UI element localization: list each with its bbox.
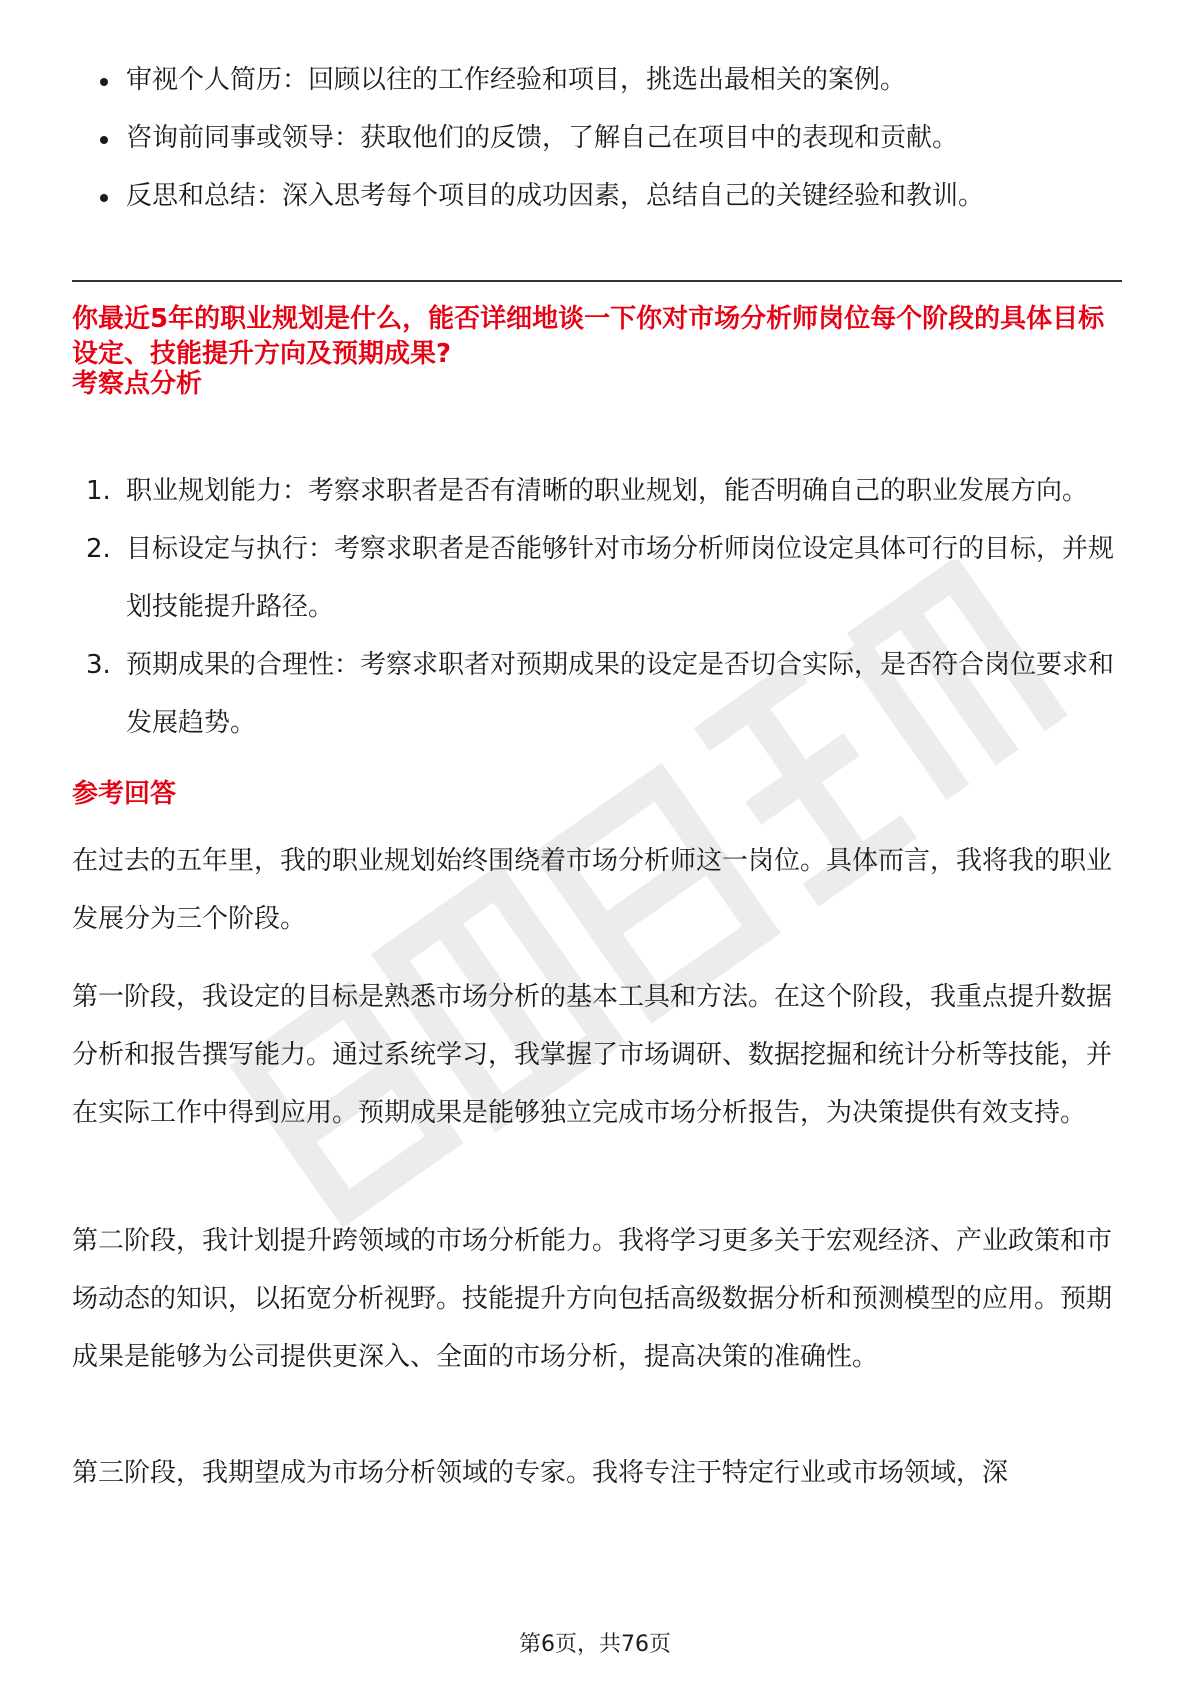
bullet-item (72, 178, 1122, 214)
item-number: 3. (86, 650, 111, 680)
bullet-text: 审视个人简历：回顾以往的工作经验和项目，挑选出最相关的案例。 (126, 65, 907, 95)
section-divider (72, 280, 1122, 282)
bullet-dot-icon (100, 136, 108, 144)
answer-paragraph: 第一阶段，我设定的目标是熟悉市场分析的基本工具和方法。在这个阶段，我重点提升数据分析和报告撰写能力。通过系统学习，我掌握了市场调研、数据挖掘和统计分析等技能，并在实际工作中得到应用。预期成果是能够独立完成市场分析报告，为决策提供有效支持。 (72, 982, 1113, 1128)
analysis-title: 考察点分析 (72, 369, 203, 399)
answer-paragraph: 第三阶段，我期望成为市场分析领域的专家。我将专注于特定行业或市场领域，深 (72, 1458, 1009, 1488)
bullet-text: 反思和总结：深入思考每个项目的成功因素，总结自己的关键经验和教训。 (126, 181, 985, 211)
item-number: 2. (86, 534, 111, 564)
answer-paragraph: 在过去的五年里，我的职业规划始终围绕着市场分析师这一岗位。具体而言，我将我的职业发展分为三个阶段。 (72, 846, 1113, 934)
answer-title: 参考回答 (72, 779, 177, 809)
question-heading: 你最近5年的职业规划是什么，能否详细地谈一下你对市场分析师岗位每个阶段的具体目标设定、技能提升方向及预期成果? (72, 304, 1105, 369)
bullet-text: 咨询前同事或领导：获取他们的反馈，了解自己在项目中的表现和贡献。 (126, 123, 959, 153)
bullet-item (72, 62, 1122, 98)
document-page (72, 0, 1122, 1684)
analysis-item (72, 520, 1122, 636)
answer-paragraph: 第二阶段，我计划提升跨领域的市场分析能力。我将学习更多关于宏观经济、产业政策和市场动态的知识，以拓宽分析视野。技能提升方向包括高级数据分析和预测模型的应用。预期成果是能够为公司提供更深入、全面的市场分析，提高决策的准确性。 (72, 1226, 1113, 1372)
bullet-item (72, 120, 1122, 156)
bullet-dot-icon (100, 78, 108, 86)
analysis-item (72, 636, 1122, 752)
item-number: 1. (86, 476, 111, 506)
bullet-dot-icon (100, 194, 108, 202)
item-text: 目标设定与执行：考察求职者是否能够针对市场分析师岗位设定具体可行的目标，并规划技能提升路径。 (126, 534, 1115, 622)
bullet-list (72, 62, 1122, 236)
page-footer: 第6页，共76页 (519, 1632, 671, 1657)
item-text: 职业规划能力：考察求职者是否有清晰的职业规划，能否明确自己的职业发展方向。 (126, 476, 1089, 506)
analysis-list (72, 462, 1122, 752)
analysis-item (72, 462, 1122, 520)
item-text: 预期成果的合理性：考察求职者对预期成果的设定是否切合实际，是否符合岗位要求和发展趋势。 (126, 650, 1115, 738)
